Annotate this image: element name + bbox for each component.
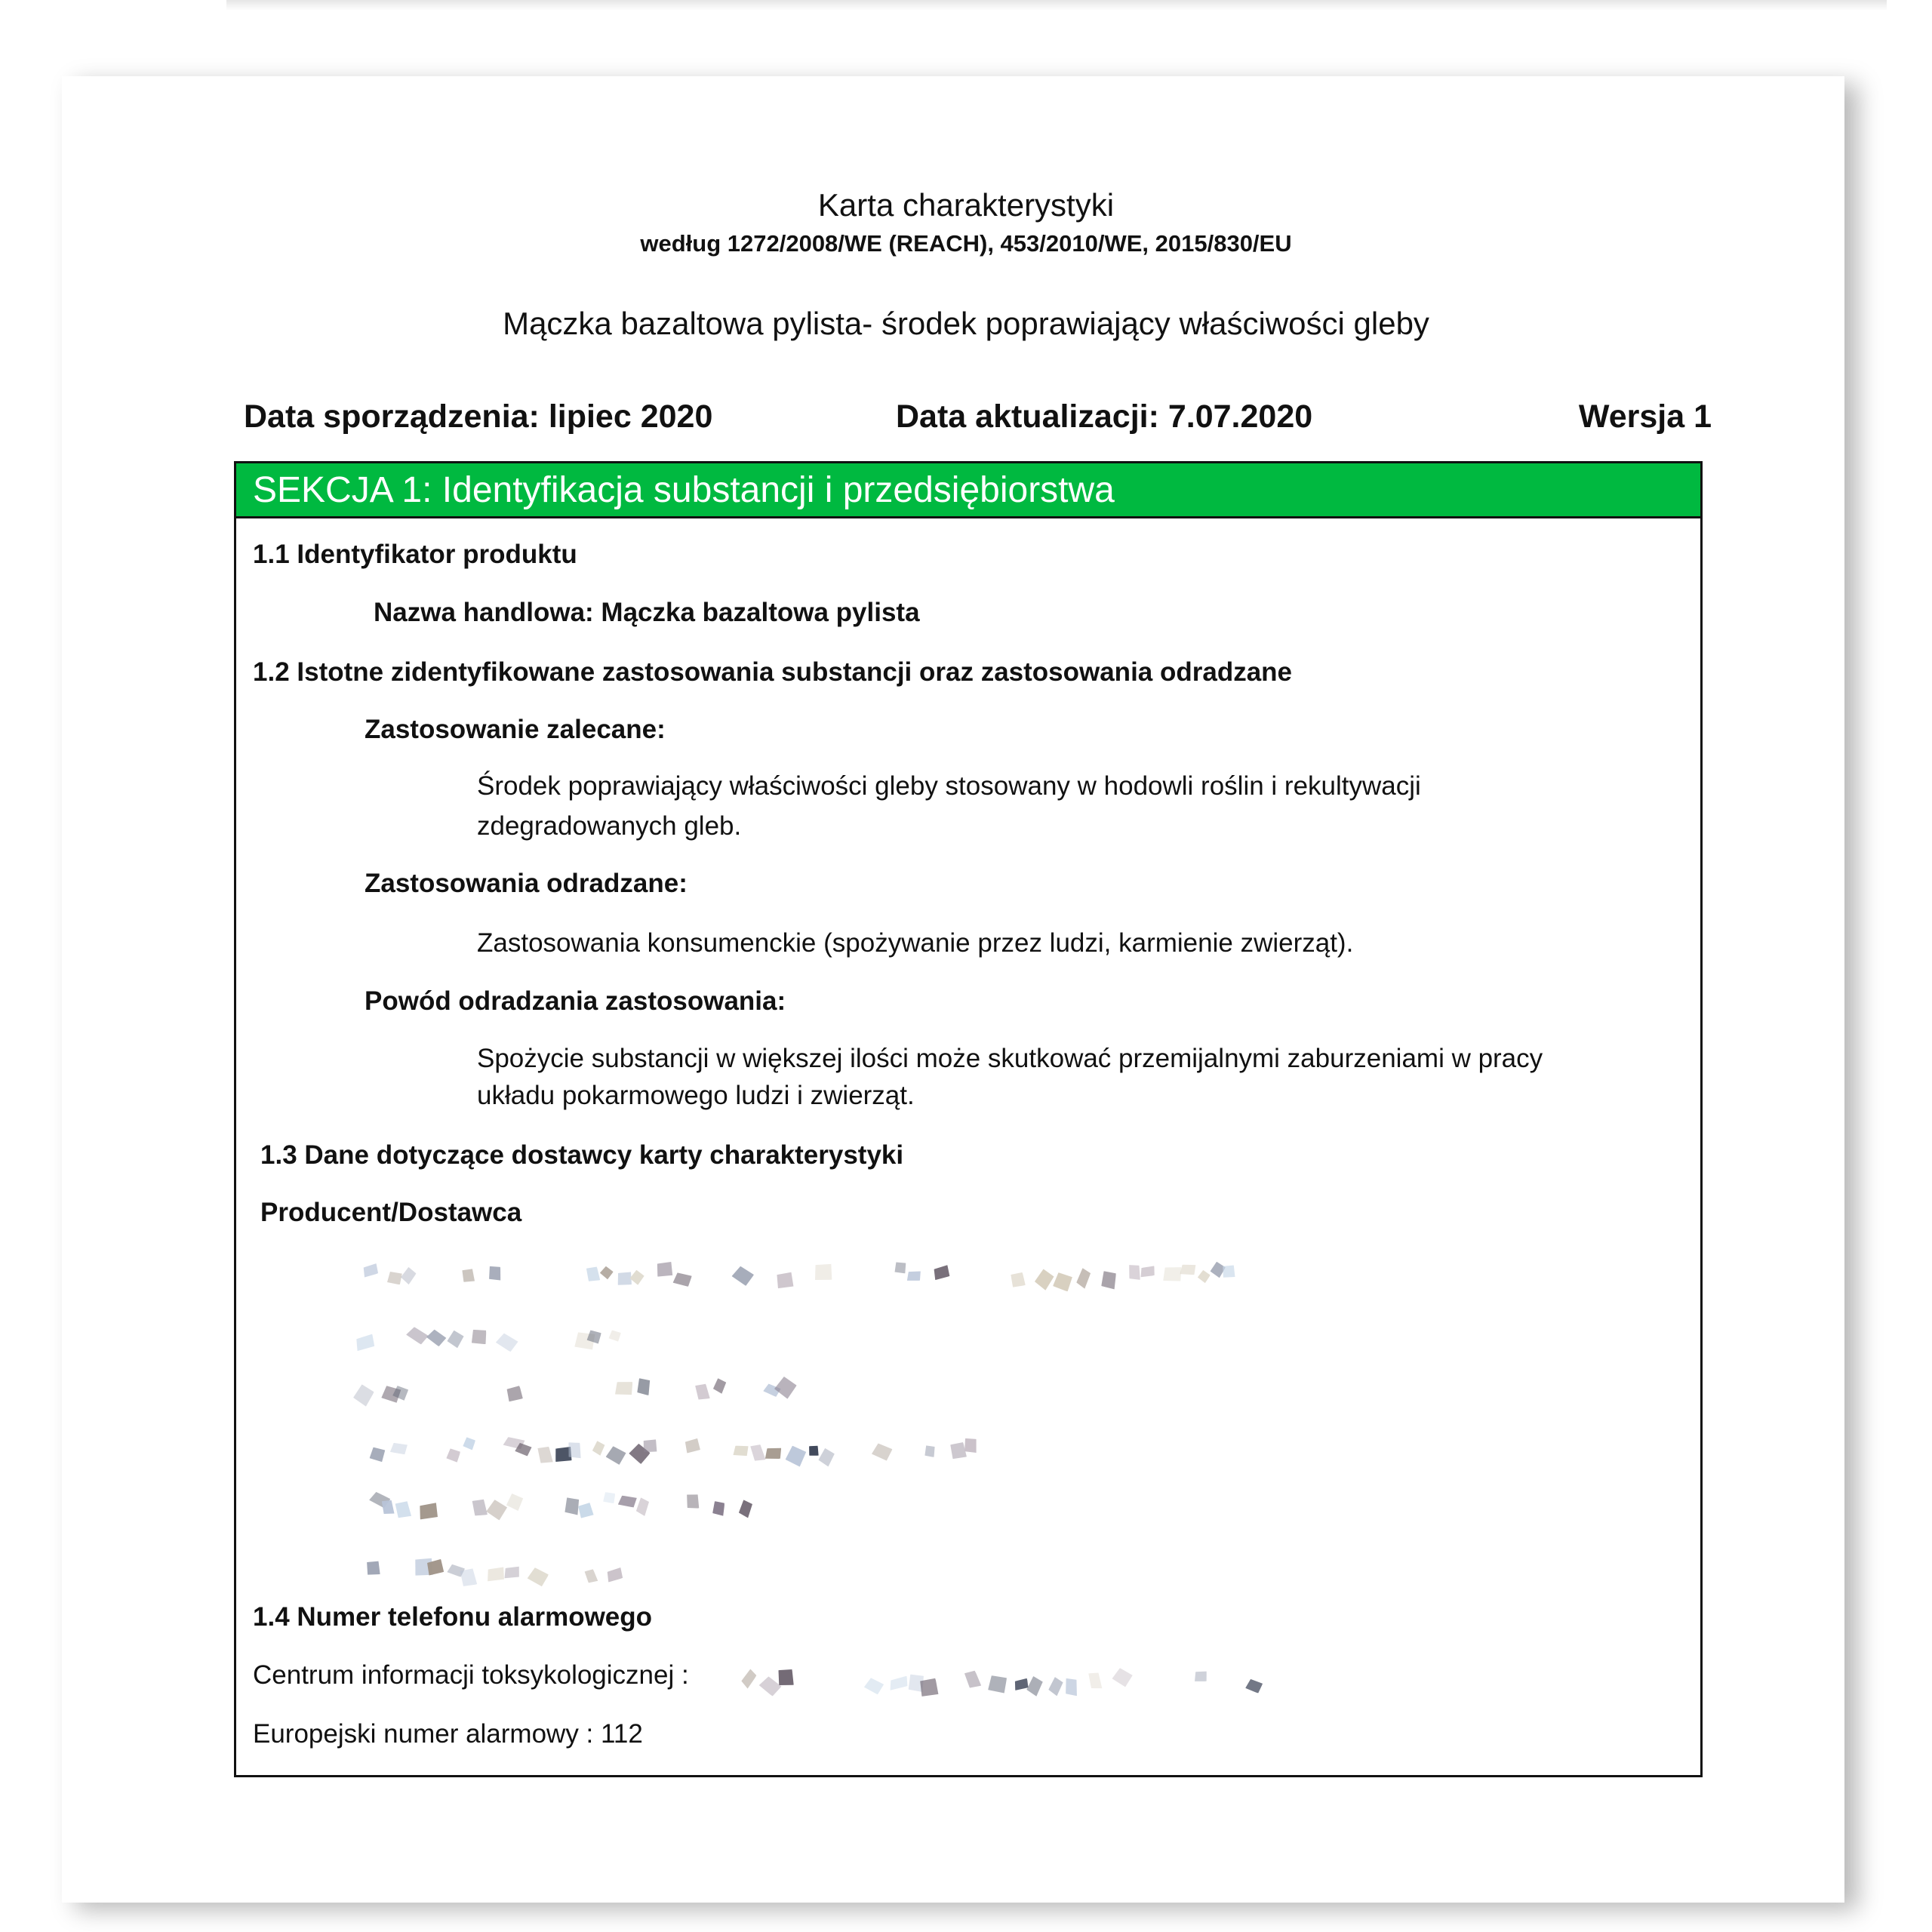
s14-title: 1.4 Numer telefonu alarmowego xyxy=(253,1602,653,1632)
recommended-line1: Środek poprawiający właściwości gleby stosowany w hodowli roślin i rekultywacji xyxy=(477,771,1421,801)
background-shade xyxy=(226,0,1887,11)
reason-label: Powód odradzania zastosowania: xyxy=(365,986,786,1016)
trade-name: Nazwa handlowa: Mączka bazaltowa pylista xyxy=(374,598,920,627)
s12-title: 1.2 Istotne zidentyfikowane zastosowania substancji oraz zastosowania odradzane xyxy=(253,657,1293,687)
version: Wersja 1 xyxy=(1578,398,1712,435)
producer-label: Producent/Dostawca xyxy=(260,1198,522,1227)
recommended-label: Zastosowanie zalecane: xyxy=(365,715,666,744)
s13-title: 1.3 Dane dotyczące dostawcy karty charakterystyki xyxy=(260,1140,904,1170)
recommended-line2: zdegradowanych gleb. xyxy=(477,811,742,841)
tox-center-label: Centrum informacji toksykologicznej : xyxy=(253,1660,689,1690)
prepared-date: Data sporządzenia: lipiec 2020 xyxy=(244,398,713,435)
discouraged-label: Zastosowania odradzane: xyxy=(365,869,688,898)
reason-line2: układu pokarmowego ludzi i zwierząt. xyxy=(477,1081,915,1110)
document-title: Karta charakterystyki xyxy=(817,187,1115,223)
product-name: Mączka bazaltowa pylista- środek poprawiający właściwości gleby xyxy=(503,306,1429,341)
regulation-line: według 1272/2008/WE (REACH), 453/2010/WE, 2015/830/EU xyxy=(640,230,1292,257)
updated-date: Data aktualizacji: 7.07.2020 xyxy=(896,398,1313,435)
redaction-blob xyxy=(1101,1270,1117,1289)
s11-title: 1.1 Identyfikator produktu xyxy=(253,540,577,569)
reason-line1: Spożycie substancji w większej ilości może skutkować przemijalnymi zaburzeniami w pracy xyxy=(477,1044,1543,1073)
section-1-heading: SEKCJA 1: Identyfikacja substancji i przedsiębiorstwa xyxy=(253,470,1115,510)
section-1-header xyxy=(236,463,1700,518)
discouraged-text: Zastosowania konsumenckie (spożywanie przez ludzi, karmienie zwierząt). xyxy=(477,928,1354,958)
eu-emergency-number: Europejski numer alarmowy : 112 xyxy=(253,1719,643,1749)
